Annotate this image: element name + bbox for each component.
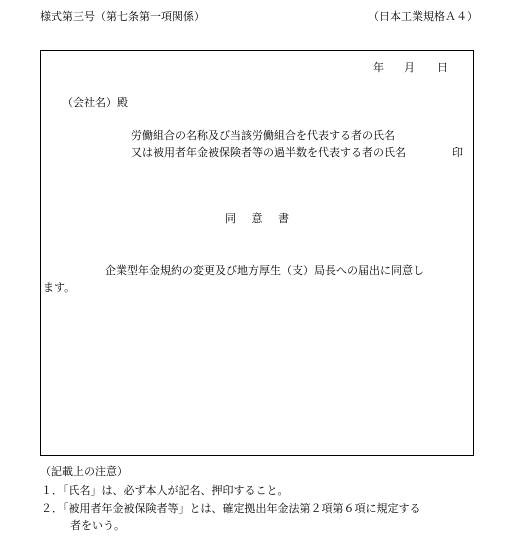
date-day: 日 <box>437 61 448 74</box>
date-month: 月 <box>404 61 415 74</box>
paper-size-label: （日本工業規格Ａ４） <box>368 10 478 23</box>
document-title: 同 意 書 <box>225 212 295 225</box>
note-item-2-continued: 者をいう。 <box>70 519 125 532</box>
date-line <box>373 62 448 73</box>
addressee: （会社名）殿 <box>62 96 128 109</box>
form-frame <box>40 50 474 456</box>
form-number: 様式第三号（第七条第一項関係） <box>40 10 205 23</box>
body-text-line-1: 企業型年金規約の変更及び地方厚生（支）局長への届出に同意し <box>105 264 424 277</box>
note-item-2: ２．「被用者年金被保険者等」とは、確定拠出年金法第２項第６項に規定する <box>41 502 421 515</box>
representative-line-2: 又は被用者年金被保険者等の過半数を代表する者の氏名 <box>131 146 406 159</box>
note-item-1: １．「氏名」は、必ず本人が記名、押印すること。 <box>41 484 289 497</box>
notes-heading: （記載上の注意） <box>40 465 128 478</box>
body-text-line-2: ます。 <box>43 281 76 294</box>
representative-line-1: 労働組合の名称及び当該労働組合を代表する者の氏名 <box>131 129 395 142</box>
seal-mark: 印 <box>452 146 463 159</box>
date-year: 年 <box>373 61 384 74</box>
